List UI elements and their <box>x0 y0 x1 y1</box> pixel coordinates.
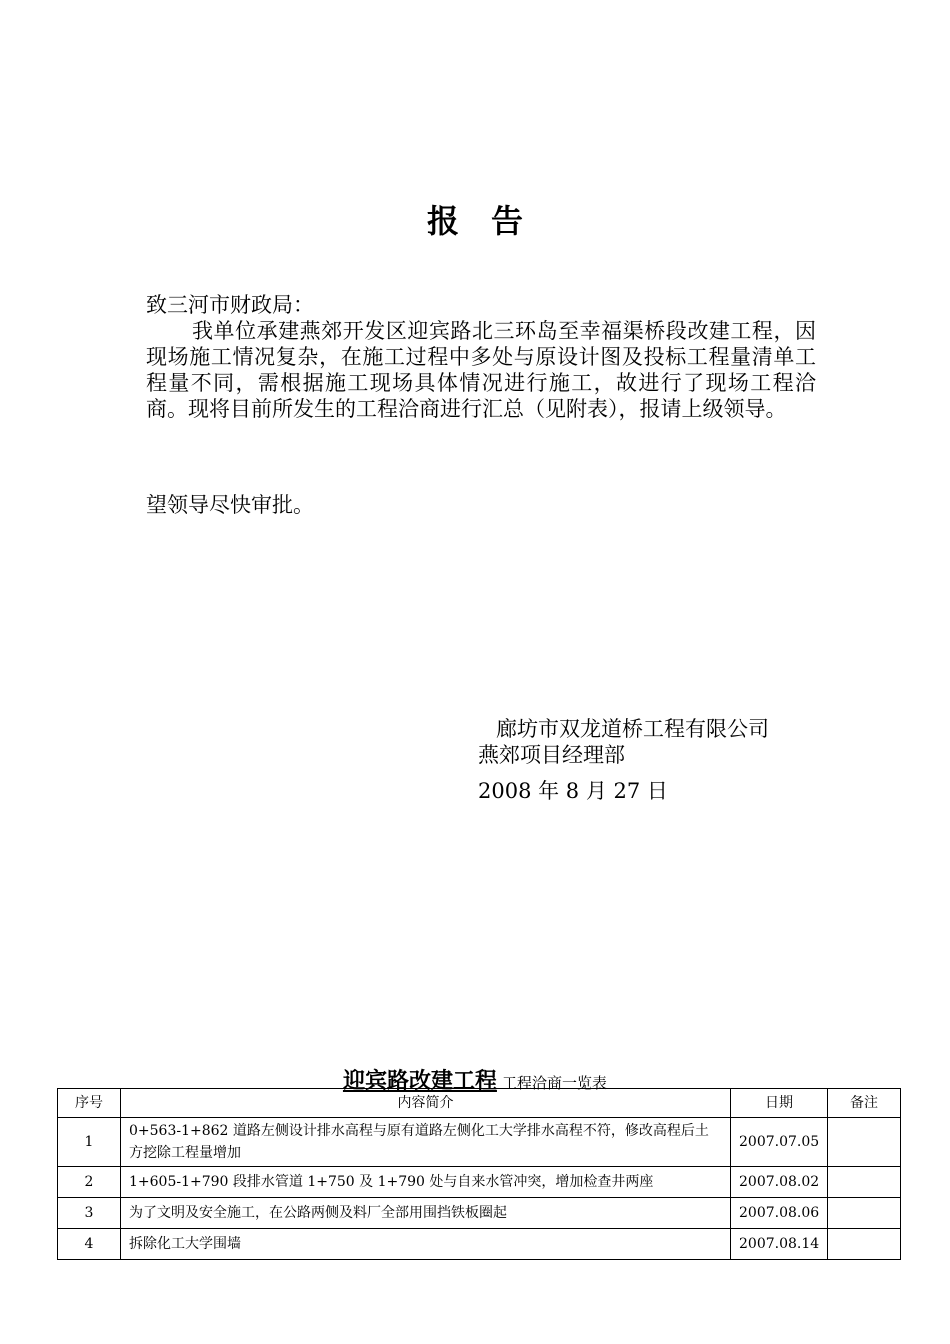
cell-note <box>828 1198 901 1229</box>
salutation: 致三河市财政局： <box>146 293 314 317</box>
cell-date: 2007.08.06 <box>731 1198 828 1229</box>
negotiation-table <box>57 1088 901 1260</box>
cell-content: 为了文明及安全施工，在公路两侧及料厂全部用围挡铁板圈起 <box>121 1198 731 1229</box>
cell-no: 3 <box>58 1198 121 1229</box>
paragraph-text: 我单位承建燕郊开发区迎宾路北三环岛至幸福渠桥段改建工程，因现场施工情况复杂，在施工过程中多处与原设计图及投标工程量清单工程量不同，需根据施工现场具体情况进行施工，故进行了现场工程洽商。现将目前所发生的工程洽商进行汇总（见附表），报请上级领导。 <box>146 319 816 421</box>
signature-date: 2008 年 8 月 27 日 <box>478 779 668 803</box>
cell-no: 1 <box>58 1118 121 1167</box>
table-row <box>58 1198 901 1229</box>
report-title: 报告 <box>426 202 555 240</box>
table-title-sub: 工程洽商一览表 <box>502 1074 608 1092</box>
cell-no: 2 <box>58 1167 121 1198</box>
cell-date: 2007.08.14 <box>731 1229 828 1260</box>
cell-content: 0+563-1+862 道路左侧设计排水高程与原有道路左侧化工大学排水高程不符，修改高程后土方挖除工程量增加 <box>121 1118 731 1167</box>
header-no: 序号 <box>58 1089 121 1118</box>
table-row <box>58 1118 901 1167</box>
cell-content: 1+605-1+790 段排水管道 1+750 及 1+790 处与自来水管冲突，增加检查井两座 <box>121 1167 731 1198</box>
header-content: 内容简介 <box>121 1089 731 1118</box>
table-header-row <box>58 1089 901 1118</box>
cell-date: 2007.07.05 <box>731 1118 828 1167</box>
header-date: 日期 <box>731 1089 828 1118</box>
cell-date: 2007.08.02 <box>731 1167 828 1198</box>
header-note: 备注 <box>828 1089 901 1118</box>
table-title-main: 迎宾路改建工程 <box>342 1068 497 1094</box>
cell-note <box>828 1167 901 1198</box>
cell-note <box>828 1118 901 1167</box>
report-paragraph <box>146 318 816 422</box>
signature-company: 廊坊市双龙道桥工程有限公司 <box>496 717 769 741</box>
table-row <box>58 1229 901 1260</box>
signature-department: 燕郊项目经理部 <box>478 743 625 767</box>
cell-content: 拆除化工大学围墙 <box>121 1229 731 1260</box>
closing-line: 望领导尽快审批。 <box>146 493 314 517</box>
cell-note <box>828 1229 901 1260</box>
table-row <box>58 1167 901 1198</box>
cell-no: 4 <box>58 1229 121 1260</box>
